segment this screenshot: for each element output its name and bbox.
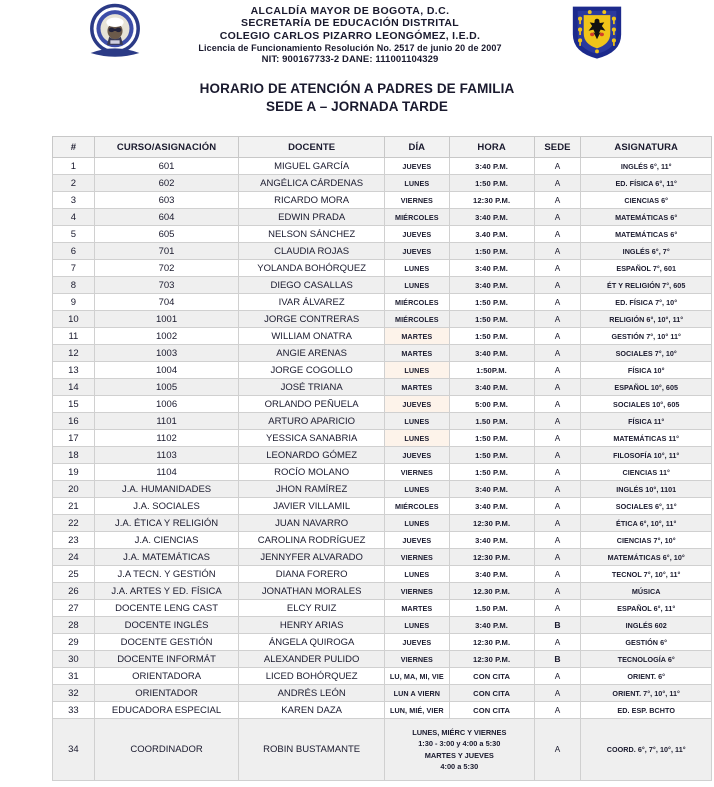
cell-sede: A (534, 447, 581, 464)
cell-hora: 1:50 P.M. (449, 243, 534, 260)
cell-hora: 3:40 P.M. (449, 209, 534, 226)
cell-dia: MARTES (385, 379, 450, 396)
cell-asignatura: INGLÉS 6°, 11° (581, 158, 712, 175)
cell-sede: A (534, 702, 581, 719)
table-row (53, 515, 712, 532)
table-row (53, 447, 712, 464)
cell-curso-asignacion: DOCENTE GESTIÓN (94, 634, 238, 651)
cell-hora: CON CITA (449, 702, 534, 719)
cell-numero: 6 (53, 243, 95, 260)
cell-curso-asignacion: DOCENTE INFORMÁT (94, 651, 238, 668)
table-row (53, 549, 712, 566)
table-row (53, 158, 712, 175)
column-header-sede: SEDE (534, 137, 581, 158)
cell-docente: EDWIN PRADA (239, 209, 385, 226)
cell-sede: A (534, 277, 581, 294)
cell-asignatura: INGLÉS 10°, 1101 (581, 481, 712, 498)
table-row (53, 209, 712, 226)
cell-numero: 28 (53, 617, 95, 634)
cell-dia: LUNES (385, 413, 450, 430)
cell-asignatura: ORIENT. 7°, 10°, 11° (581, 685, 712, 702)
cell-dia: MIÉRCOLES (385, 498, 450, 515)
cell-asignatura: ED. FÍSICA 7°, 10° (581, 294, 712, 311)
cell-docente: YESSICA SANABRIA (239, 430, 385, 447)
cell-curso-asignacion: 1102 (94, 430, 238, 447)
cell-hora: 1:50 P.M. (449, 447, 534, 464)
cell-dia: LUNES (385, 277, 450, 294)
cell-horario-merged: LUNES, MIÉRC Y VIERNES 1:30 - 3:00 y 4:00 a 5:30 MARTES Y JUEVES 4:00 a 5:30 (385, 719, 535, 781)
cell-hora: 1:50 P.M. (449, 328, 534, 345)
cell-hora: 1:50 P.M. (449, 464, 534, 481)
cell-docente: NELSON SÁNCHEZ (239, 226, 385, 243)
cell-dia: JUEVES (385, 243, 450, 260)
cell-asignatura: ESPAÑOL 7°, 601 (581, 260, 712, 277)
cell-dia: LUNES (385, 617, 450, 634)
cell-asignatura: GESTIÓN 7°, 10° 11° (581, 328, 712, 345)
cell-asignatura: INGLÉS 602 (581, 617, 712, 634)
cell-numero: 25 (53, 566, 95, 583)
cell-numero: 21 (53, 498, 95, 515)
cell-curso-asignacion: 703 (94, 277, 238, 294)
cell-docente: JONATHAN MORALES (239, 583, 385, 600)
table-row (53, 294, 712, 311)
cell-hora: 3:40 P.M. (449, 498, 534, 515)
cell-numero: 9 (53, 294, 95, 311)
cell-asignatura: CIENCIAS 11° (581, 464, 712, 481)
cell-docente: DIANA FORERO (239, 566, 385, 583)
table-row (53, 651, 712, 668)
table-row (53, 226, 712, 243)
table-row (53, 498, 712, 515)
table-row (53, 175, 712, 192)
cell-hora: 3:40 P.M. (449, 532, 534, 549)
cell-docente: JENNYFER ALVARADO (239, 549, 385, 566)
cell-curso-asignacion: COORDINADOR (94, 719, 238, 781)
cell-hora: 3:40 P.M. (449, 158, 534, 175)
cell-hora: 5:00 P.M. (449, 396, 534, 413)
cell-curso-asignacion: 1001 (94, 311, 238, 328)
cell-asignatura: FÍSICA 11° (581, 413, 712, 430)
cell-dia: LUNES (385, 515, 450, 532)
cell-hora: 12.30 P.M. (449, 583, 534, 600)
cell-docente: LICED BOHÓRQUEZ (239, 668, 385, 685)
document-header (0, 0, 714, 65)
cell-sede: A (534, 430, 581, 447)
table-row (53, 345, 712, 362)
cell-asignatura: GESTIÓN 6° (581, 634, 712, 651)
cell-curso-asignacion: 701 (94, 243, 238, 260)
cell-hora: 1:50P.M. (449, 362, 534, 379)
cell-sede: A (534, 583, 581, 600)
cell-sede: A (534, 532, 581, 549)
cell-curso-asignacion: 601 (94, 158, 238, 175)
cell-dia: LUNES (385, 175, 450, 192)
cell-dia: JUEVES (385, 396, 450, 413)
cell-asignatura: FÍSICA 10° (581, 362, 712, 379)
cell-hora: 12:30 P.M. (449, 515, 534, 532)
cell-docente: RICARDO MORA (239, 192, 385, 209)
cell-curso-asignacion: J.A. ARTES Y ED. FÍSICA (94, 583, 238, 600)
column-header-asignatura: ASIGNATURA (581, 137, 712, 158)
cell-sede: A (534, 566, 581, 583)
cell-sede: A (534, 634, 581, 651)
cell-curso-asignacion: 1104 (94, 464, 238, 481)
cell-hora: 3:40 P.M. (449, 277, 534, 294)
header-line-5: NIT: 900167733-2 DANE: 111001104329 (261, 53, 439, 65)
cell-asignatura: ÉTICA 6°, 10°, 11° (581, 515, 712, 532)
cell-sede: A (534, 481, 581, 498)
cell-hora: 1:50 P.M. (449, 430, 534, 447)
cell-numero: 10 (53, 311, 95, 328)
cell-docente: ANGÉLICA CÁRDENAS (239, 175, 385, 192)
table-row (53, 702, 712, 719)
table-row (53, 396, 712, 413)
column-header-curso: CURSO/ASIGNACIÓN (94, 137, 238, 158)
cell-numero: 4 (53, 209, 95, 226)
cell-docente: DIEGO CASALLAS (239, 277, 385, 294)
table-row (53, 600, 712, 617)
cell-dia: MIÉRCOLES (385, 294, 450, 311)
cell-numero: 12 (53, 345, 95, 362)
table-row (53, 328, 712, 345)
cell-sede: A (534, 668, 581, 685)
cell-curso-asignacion: 1006 (94, 396, 238, 413)
table-row (53, 362, 712, 379)
cell-hora: 3:40 P.M. (449, 379, 534, 396)
cell-dia: LUNES (385, 260, 450, 277)
cell-asignatura: ED. FÍSICA 6°, 11° (581, 175, 712, 192)
cell-sede: A (534, 192, 581, 209)
cell-dia: JUEVES (385, 532, 450, 549)
cell-numero: 11 (53, 328, 95, 345)
cell-asignatura: MATEMÁTICAS 6° (581, 226, 712, 243)
cell-docente: JHON RAMÍREZ (239, 481, 385, 498)
cell-curso-asignacion: 704 (94, 294, 238, 311)
cell-curso-asignacion: DOCENTE INGLÉS (94, 617, 238, 634)
cell-hora: 12:30 P.M. (449, 192, 534, 209)
cell-hora: CON CITA (449, 668, 534, 685)
table-row (53, 719, 712, 781)
cell-asignatura: ESPAÑOL 10°, 605 (581, 379, 712, 396)
cell-curso-asignacion: 604 (94, 209, 238, 226)
cell-docente: JAVIER VILLAMIL (239, 498, 385, 515)
cell-docente: YOLANDA BOHÓRQUEZ (239, 260, 385, 277)
header-line-2: SECRETARÍA DE EDUCACIÓN DISTRITAL (241, 17, 459, 30)
cell-numero: 17 (53, 430, 95, 447)
cell-docente: JUAN NAVARRO (239, 515, 385, 532)
cell-dia: JUEVES (385, 158, 450, 175)
cell-numero: 15 (53, 396, 95, 413)
cell-dia: LUNES (385, 481, 450, 498)
cell-docente: ROCÍO MOLANO (239, 464, 385, 481)
cell-hora: 1.50 P.M. (449, 600, 534, 617)
cell-asignatura: ORIENT. 6° (581, 668, 712, 685)
cell-docente: HENRY ARIAS (239, 617, 385, 634)
cell-asignatura: TECNOLOGÍA 6° (581, 651, 712, 668)
cell-numero: 34 (53, 719, 95, 781)
cell-sede: A (534, 600, 581, 617)
cell-sede: A (534, 243, 581, 260)
cell-curso-asignacion: J.A. HUMANIDADES (94, 481, 238, 498)
cell-curso-asignacion: 1002 (94, 328, 238, 345)
table-row (53, 634, 712, 651)
table-row (53, 277, 712, 294)
cell-docente: ARTURO APARICIO (239, 413, 385, 430)
cell-sede: A (534, 175, 581, 192)
cell-docente: CAROLINA RODRÍGUEZ (239, 532, 385, 549)
cell-curso-asignacion: EDUCADORA ESPECIAL (94, 702, 238, 719)
cell-sede: A (534, 328, 581, 345)
cell-numero: 18 (53, 447, 95, 464)
cell-numero: 16 (53, 413, 95, 430)
title-line-2: SEDE A – JORNADA TARDE (266, 99, 448, 114)
table-header (53, 137, 712, 158)
table-row (53, 311, 712, 328)
cell-dia: VIERNES (385, 464, 450, 481)
cell-numero: 26 (53, 583, 95, 600)
cell-asignatura: ÉT Y RELIGIÓN 7°, 605 (581, 277, 712, 294)
cell-sede: A (534, 209, 581, 226)
cell-docente: JORGE CONTRERAS (239, 311, 385, 328)
cell-hora: CON CITA (449, 685, 534, 702)
cell-docente: ANDRÉS LEÓN (239, 685, 385, 702)
cell-sede: A (534, 498, 581, 515)
header-line-1: ALCALDÍA MAYOR DE BOGOTA, D.C. (250, 5, 450, 17)
table-row (53, 685, 712, 702)
cell-asignatura: COORD. 6°, 7°, 10°, 11° (581, 719, 712, 781)
cell-numero: 31 (53, 668, 95, 685)
cell-asignatura: SOCIALES 10°, 605 (581, 396, 712, 413)
cell-sede: A (534, 345, 581, 362)
cell-asignatura: MATEMÁTICAS 6° (581, 209, 712, 226)
cell-asignatura: MATEMÁTICAS 6°, 10° (581, 549, 712, 566)
cell-numero: 19 (53, 464, 95, 481)
cell-asignatura: CIENCIAS 6° (581, 192, 712, 209)
cell-numero: 27 (53, 600, 95, 617)
cell-curso-asignacion: J.A. MATEMÁTICAS (94, 549, 238, 566)
cell-dia: MARTES (385, 345, 450, 362)
table-row (53, 532, 712, 549)
cell-sede: A (534, 158, 581, 175)
table-row (53, 617, 712, 634)
cell-asignatura: TECNOL 7°, 10°, 11° (581, 566, 712, 583)
cell-curso-asignacion: 602 (94, 175, 238, 192)
cell-docente: ANGIE ARENAS (239, 345, 385, 362)
cell-numero: 8 (53, 277, 95, 294)
cell-dia: LUN A VIERN (385, 685, 450, 702)
cell-sede: A (534, 260, 581, 277)
cell-numero: 22 (53, 515, 95, 532)
table-row (53, 464, 712, 481)
cell-sede: A (534, 396, 581, 413)
column-header-hora: HORA (449, 137, 534, 158)
cell-dia: VIERNES (385, 192, 450, 209)
cell-numero: 14 (53, 379, 95, 396)
cell-sede: A (534, 413, 581, 430)
cell-curso-asignacion: 1101 (94, 413, 238, 430)
cell-sede: A (534, 379, 581, 396)
table-row (53, 668, 712, 685)
cell-sede: A (534, 515, 581, 532)
cell-curso-asignacion: ORIENTADOR (94, 685, 238, 702)
cell-hora: 12:30 P.M. (449, 634, 534, 651)
cell-dia: MIÉRCOLES (385, 311, 450, 328)
cell-sede: A (534, 362, 581, 379)
cell-curso-asignacion: 1004 (94, 362, 238, 379)
cell-dia: LU, MA, MI, VIE (385, 668, 450, 685)
cell-sede: A (534, 294, 581, 311)
cell-dia: MARTES (385, 600, 450, 617)
header-line-4: Licencia de Funcionamiento Resolución No. 2517 de junio 20 de 2007 (198, 43, 502, 54)
cell-docente: IVAR ÁLVAREZ (239, 294, 385, 311)
schedule-table-wrap (52, 136, 712, 781)
school-crest-logo (86, 3, 144, 59)
cell-dia: VIERNES (385, 583, 450, 600)
cell-sede: A (534, 719, 581, 781)
cell-dia: JUEVES (385, 447, 450, 464)
cell-dia: JUEVES (385, 634, 450, 651)
cell-dia: MIÉRCOLES (385, 209, 450, 226)
cell-hora: 3:40 P.M. (449, 260, 534, 277)
cell-numero: 7 (53, 260, 95, 277)
cell-asignatura: ED. ESP. BCHTO (581, 702, 712, 719)
cell-asignatura: MÚSICA (581, 583, 712, 600)
cell-hora: 1.50 P.M. (449, 413, 534, 430)
cell-hora: 3:40 P.M. (449, 481, 534, 498)
cell-dia: LUNES (385, 566, 450, 583)
cell-hora: 1:50 P.M. (449, 294, 534, 311)
title-line-1: HORARIO DE ATENCIÓN A PADRES DE FAMILIA (199, 81, 515, 96)
table-header-row (53, 137, 712, 158)
cell-curso-asignacion: J.A TECN. Y GESTIÓN (94, 566, 238, 583)
cell-curso-asignacion: ORIENTADORA (94, 668, 238, 685)
cell-hora: 12:30 P.M. (449, 651, 534, 668)
cell-curso-asignacion: 1005 (94, 379, 238, 396)
cell-asignatura: RELIGIÓN 6°, 10°, 11° (581, 311, 712, 328)
cell-numero: 3 (53, 192, 95, 209)
cell-docente: WILLIAM ONATRA (239, 328, 385, 345)
cell-numero: 5 (53, 226, 95, 243)
cell-dia: LUNES (385, 430, 450, 447)
cell-sede: A (534, 311, 581, 328)
cell-curso-asignacion: J.A. ÉTICA Y RELIGIÓN (94, 515, 238, 532)
cell-hora: 3:40 P.M. (449, 345, 534, 362)
cell-sede: A (534, 464, 581, 481)
table-row (53, 379, 712, 396)
cell-hora: 12:30 P.M. (449, 549, 534, 566)
cell-numero: 32 (53, 685, 95, 702)
cell-curso-asignacion: 1003 (94, 345, 238, 362)
cell-docente: JORGE COGOLLO (239, 362, 385, 379)
table-row (53, 260, 712, 277)
cell-docente: ELCY RUIZ (239, 600, 385, 617)
cell-numero: 23 (53, 532, 95, 549)
cell-sede: A (534, 226, 581, 243)
cell-curso-asignacion: 605 (94, 226, 238, 243)
cell-asignatura: MATEMÁTICAS 11° (581, 430, 712, 447)
cell-curso-asignacion: 702 (94, 260, 238, 277)
cell-hora: 3:40 P.M. (449, 566, 534, 583)
cell-numero: 20 (53, 481, 95, 498)
cell-curso-asignacion: J.A. SOCIALES (94, 498, 238, 515)
cell-numero: 29 (53, 634, 95, 651)
cell-sede: B (534, 617, 581, 634)
column-header-docente: DOCENTE (239, 137, 385, 158)
column-header-dia: DÍA (385, 137, 450, 158)
header-line-3: COLEGIO CARLOS PIZARRO LEONGÓMEZ, I.E.D. (219, 29, 481, 42)
cell-sede: A (534, 685, 581, 702)
cell-docente: ORLANDO PEÑUELA (239, 396, 385, 413)
cell-docente: ÁNGELA QUIROGA (239, 634, 385, 651)
table-row (53, 566, 712, 583)
table-row (53, 192, 712, 209)
table-row (53, 430, 712, 447)
cell-dia: JUEVES (385, 226, 450, 243)
cell-asignatura: FILOSOFÍA 10°, 11° (581, 447, 712, 464)
cell-docente: LEONARDO GÓMEZ (239, 447, 385, 464)
cell-numero: 1 (53, 158, 95, 175)
cell-numero: 24 (53, 549, 95, 566)
schedule-table (52, 136, 712, 781)
cell-docente: MIGUEL GARCÍA (239, 158, 385, 175)
cell-docente: KAREN DAZA (239, 702, 385, 719)
cell-hora: 3:40 P.M. (449, 617, 534, 634)
cell-numero: 13 (53, 362, 95, 379)
cell-asignatura: ESPAÑOL 6°, 11° (581, 600, 712, 617)
table-row (53, 481, 712, 498)
cell-curso-asignacion: 1103 (94, 447, 238, 464)
page-title (0, 81, 714, 114)
cell-numero: 33 (53, 702, 95, 719)
header-text-block (150, 3, 550, 65)
cell-dia: VIERNES (385, 549, 450, 566)
table-body (53, 158, 712, 781)
cell-hora: 1:50 P.M. (449, 311, 534, 328)
cell-dia: LUN, MIÉ, VIER (385, 702, 450, 719)
cell-docente: JOSÉ TRIANA (239, 379, 385, 396)
table-row (53, 413, 712, 430)
cell-sede: A (534, 549, 581, 566)
cell-dia: MARTES (385, 328, 450, 345)
cell-curso-asignacion: J.A. CIENCIAS (94, 532, 238, 549)
cell-sede: B (534, 651, 581, 668)
cell-asignatura: CIENCIAS 7°, 10° (581, 532, 712, 549)
cell-asignatura: SOCIALES 6°, 11° (581, 498, 712, 515)
cell-numero: 30 (53, 651, 95, 668)
cell-dia: LUNES (385, 362, 450, 379)
cell-docente: ALEXANDER PULIDO (239, 651, 385, 668)
cell-asignatura: INGLÉS 6°, 7° (581, 243, 712, 260)
table-row (53, 243, 712, 260)
cell-curso-asignacion: DOCENTE LENG CAST (94, 600, 238, 617)
cell-asignatura: SOCIALES 7°, 10° (581, 345, 712, 362)
cell-docente: ROBIN BUSTAMANTE (239, 719, 385, 781)
cell-hora: 1:50 P.M. (449, 175, 534, 192)
cell-curso-asignacion: 603 (94, 192, 238, 209)
cell-hora: 3.40 P.M. (449, 226, 534, 243)
cell-docente: CLAUDIA ROJAS (239, 243, 385, 260)
column-header-num: # (53, 137, 95, 158)
cell-dia: VIERNES (385, 651, 450, 668)
table-row (53, 583, 712, 600)
cell-numero: 2 (53, 175, 95, 192)
bogota-coat-of-arms-logo (566, 3, 628, 61)
